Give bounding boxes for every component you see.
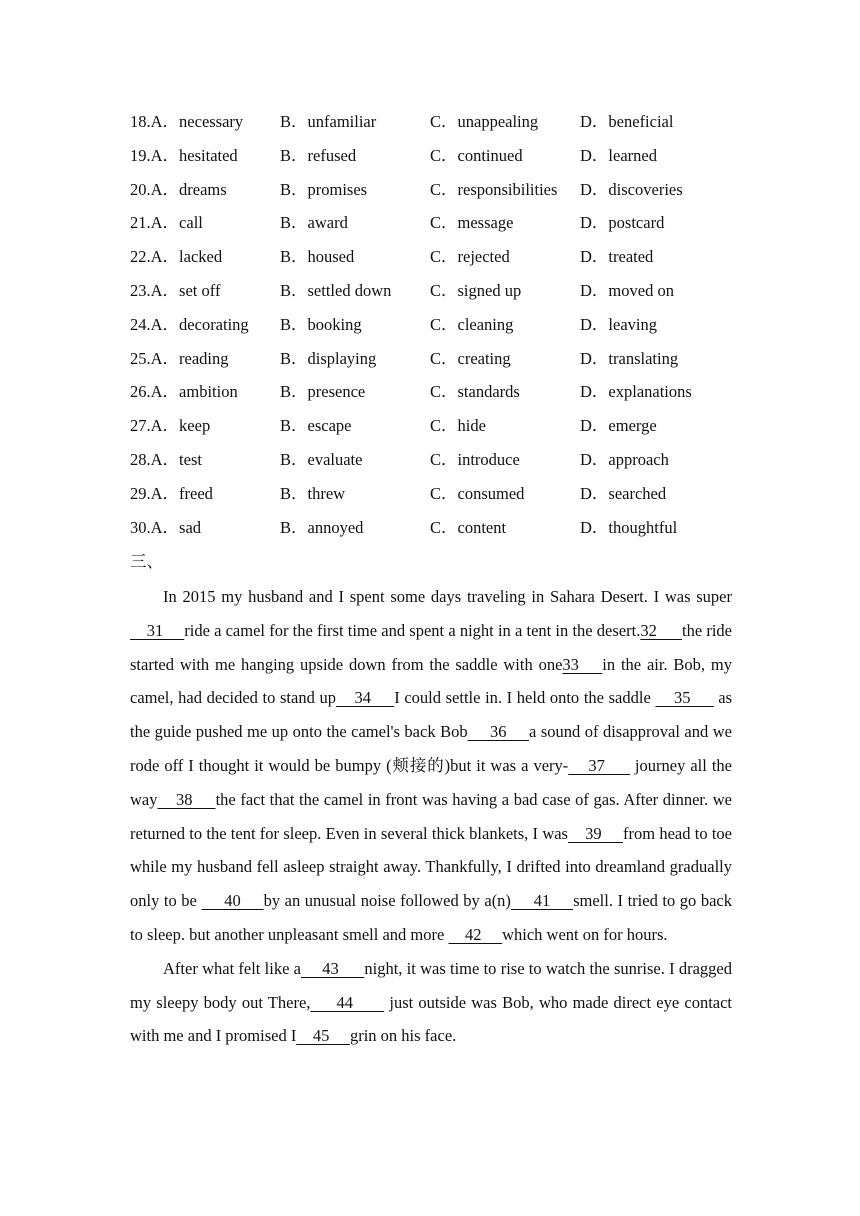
- option-b: B．promises: [280, 179, 368, 199]
- blank-34: 34: [335, 688, 395, 708]
- cloze-passage: [130, 580, 732, 1053]
- option-b: B．threw: [280, 483, 346, 503]
- section-heading: 三、: [130, 552, 163, 571]
- option-b: B．settled down: [280, 280, 392, 300]
- option-a: 27.A．keep: [130, 416, 211, 436]
- option-d: D．learned: [580, 145, 657, 165]
- option-row: [130, 243, 750, 277]
- option-c: C．introduce: [430, 449, 520, 469]
- option-b: B．award: [280, 213, 348, 233]
- blank-42: 42: [448, 924, 503, 944]
- blank-38: 38: [157, 789, 216, 809]
- option-d: D．treated: [580, 247, 654, 267]
- answer-options-list: [130, 108, 750, 547]
- option-a: 18.A．necessary: [130, 112, 244, 131]
- option-c: C．rejected: [430, 247, 510, 267]
- blank-40: 40: [201, 891, 264, 911]
- passage-text: a sound of disapproval and we rode off I thought it would be bumpy (颊接的)but it was a very-: [130, 722, 732, 775]
- option-b: B．unfamiliar: [280, 112, 377, 131]
- passage-paragraph-1: [130, 580, 732, 952]
- passage-text: After what felt like a: [163, 958, 301, 978]
- option-b: B．escape: [280, 416, 352, 436]
- option-row: [130, 311, 750, 345]
- passage-text: from head to toe while my husband fell asleep straight away. Thankfully, I drifted into dreamland gradually only to be: [130, 823, 733, 911]
- option-b: B．displaying: [280, 348, 377, 368]
- option-d: D．moved on: [580, 280, 674, 300]
- option-row: [130, 209, 750, 243]
- option-a: 26.A．ambition: [130, 382, 238, 402]
- option-row: [130, 412, 750, 446]
- option-row: [130, 176, 750, 210]
- blank-35: 35: [655, 688, 714, 708]
- blank-32: 32: [640, 620, 682, 640]
- blank-39: 39: [567, 823, 623, 843]
- option-row: [130, 142, 750, 176]
- blank-33: 33: [562, 654, 603, 674]
- passage-text: I could settle in. I held onto the saddle: [394, 688, 656, 708]
- option-d: D．approach: [580, 449, 669, 469]
- option-d: D．discoveries: [580, 179, 683, 199]
- option-a: 20.A．dreams: [130, 179, 227, 199]
- option-a: 25.A．reading: [130, 348, 229, 368]
- option-a: 24.A．decorating: [130, 314, 249, 334]
- option-c: C．message: [430, 213, 514, 233]
- blank-37: 37: [568, 755, 630, 775]
- option-c: C．continued: [430, 145, 523, 165]
- passage-text: by an unusual noise followed by a(n): [263, 891, 511, 911]
- option-b: B．presence: [280, 382, 366, 402]
- option-row: [130, 446, 750, 480]
- blank-44: 44: [310, 992, 385, 1012]
- passage-text: as the guide pushed me up onto the camel's back Bob: [130, 688, 733, 742]
- option-b: B．evaluate: [280, 449, 363, 469]
- option-a: 19.A．hesitated: [130, 145, 238, 165]
- option-a: 30.A．sad: [130, 517, 202, 537]
- passage-text: the fact that the camel in front was having a bad case of gas. After dinner. we returned to the tent for sleep. Even in several thick blankets, I was: [130, 789, 733, 843]
- option-d: D．emerge: [580, 416, 657, 436]
- passage-text: the ride started with me hanging upside down from the saddle with one: [130, 620, 733, 674]
- option-c: C．cleaning: [430, 314, 514, 334]
- option-a: 29.A．freed: [130, 483, 213, 503]
- option-d: D．beneficial: [580, 112, 674, 131]
- option-a: 21.A．call: [130, 213, 203, 233]
- option-c: C．signed up: [430, 280, 522, 300]
- option-d: D．translating: [580, 348, 679, 368]
- option-row: [130, 378, 750, 412]
- option-c: C．creating: [430, 348, 511, 368]
- option-c: C．unappealing: [430, 112, 539, 131]
- blank-41: 41: [510, 891, 574, 911]
- passage-text: in the air. Bob, my camel, had decided to stand up: [130, 654, 732, 708]
- option-a: 22.A．lacked: [130, 247, 223, 267]
- passage-text: smell. I tried to go back to sleep. but another unpleasant smell and more: [130, 891, 733, 944]
- blank-45: 45: [296, 1026, 350, 1046]
- option-d: D．postcard: [580, 213, 665, 233]
- passage-text: ride a camel for the first time and spent a night in a tent in the desert.: [184, 620, 641, 640]
- option-row: [130, 514, 750, 548]
- option-b: B．annoyed: [280, 517, 364, 537]
- option-c: C．hide: [430, 416, 486, 436]
- option-d: D．explanations: [580, 382, 692, 402]
- blank-36: 36: [467, 722, 529, 742]
- blank-31: 31: [130, 620, 185, 640]
- option-b: B．refused: [280, 145, 357, 165]
- passage-paragraph-2: [130, 952, 732, 1053]
- passage-text: In 2015 my husband and I spent some days traveling in Sahara Desert. I was super: [163, 587, 732, 606]
- passage-text: night, it was time to rise to watch the sunrise. I dragged my sleepy body out There,: [130, 958, 732, 1012]
- passage-text: just outside was Bob, who made direct eye contact with me and I promised I: [130, 992, 733, 1046]
- option-d: D．searched: [580, 483, 667, 503]
- option-b: B．booking: [280, 314, 362, 334]
- blank-43: 43: [300, 958, 365, 978]
- option-a: 23.A．set off: [130, 280, 221, 300]
- option-row: [130, 108, 750, 142]
- option-b: B．housed: [280, 247, 355, 267]
- option-d: D．leaving: [580, 314, 657, 334]
- option-c: C．standards: [430, 382, 520, 402]
- passage-text: grin on his face.: [349, 1026, 457, 1046]
- option-c: C．content: [430, 517, 507, 537]
- option-row: [130, 345, 750, 379]
- passage-text: which went on for hours.: [502, 924, 668, 944]
- option-a: 28.A．test: [130, 449, 202, 469]
- passage-text: journey all the way: [130, 755, 733, 809]
- option-c: C．responsibilities: [430, 179, 558, 199]
- option-row: [130, 277, 750, 311]
- option-row: [130, 480, 750, 514]
- option-c: C．consumed: [430, 483, 525, 503]
- option-d: D．thoughtful: [580, 517, 678, 537]
